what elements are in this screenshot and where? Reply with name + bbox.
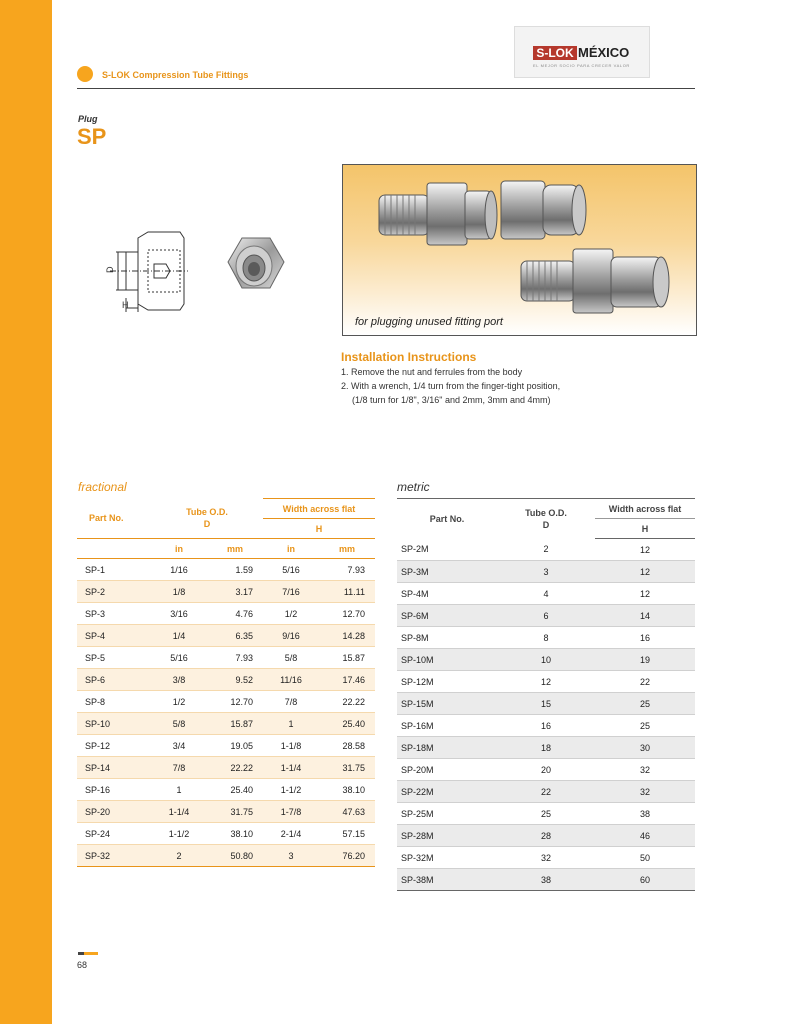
met-cell-part: SP-15M (397, 693, 497, 715)
fittings-photo (342, 164, 697, 336)
frac-cell-h-in: 9/16 (263, 625, 319, 647)
frac-cell-part: SP-5 (77, 647, 151, 669)
frac-cell-d-in: 1/16 (151, 559, 207, 581)
table-row (397, 561, 695, 583)
frac-cell-h-in: 7/16 (263, 581, 319, 603)
met-cell-part: SP-32M (397, 847, 497, 869)
table-row (77, 779, 375, 801)
sidebar-stripe (0, 0, 52, 1024)
frac-cell-d-in: 1/2 (151, 691, 207, 713)
frac-cell-h-in: 1 (263, 713, 319, 735)
table-row (397, 715, 695, 737)
frac-cell-d-mm: 31.75 (207, 801, 263, 823)
frac-cell-d-in: 1 (151, 779, 207, 801)
frac-col-width: Width across flat (263, 499, 375, 519)
frac-cell-part: SP-4 (77, 625, 151, 647)
met-cell-part: SP-20M (397, 759, 497, 781)
met-cell-h: 12 (595, 539, 695, 561)
frac-cell-d-in: 5/8 (151, 713, 207, 735)
met-cell-d: 12 (497, 671, 595, 693)
installation-step-2: 2. With a wrench, 1/4 turn from the finger-tight position, (341, 381, 561, 391)
table-row (397, 583, 695, 605)
header-category (102, 70, 248, 80)
met-cell-part: SP-28M (397, 825, 497, 847)
frac-cell-d-mm: 12.70 (207, 691, 263, 713)
frac-cell-h-in: 1/2 (263, 603, 319, 625)
frac-cell-d-in: 3/4 (151, 735, 207, 757)
met-cell-h: 30 (595, 737, 695, 759)
met-cell-d: 38 (497, 869, 595, 891)
frac-cell-d-mm: 4.76 (207, 603, 263, 625)
frac-cell-h-mm: 12.70 (319, 603, 375, 625)
table-row (397, 649, 695, 671)
met-col-width-sym: H (595, 519, 695, 539)
frac-cell-h-mm: 38.10 (319, 779, 375, 801)
frac-cell-h-mm: 28.58 (319, 735, 375, 757)
met-cell-part: SP-16M (397, 715, 497, 737)
logo-right: MÉXICO (578, 45, 630, 60)
logo-tagline: EL MEJOR SOCIO PARA CRECER VALOR (533, 63, 630, 68)
frac-cell-d-in: 1-1/4 (151, 801, 207, 823)
table-row (77, 691, 375, 713)
frac-cell-h-in: 2-1/4 (263, 823, 319, 845)
frac-cell-d-in: 1/4 (151, 625, 207, 647)
table-row (397, 671, 695, 693)
table-row (397, 847, 695, 869)
met-cell-d: 2 (497, 539, 595, 561)
frac-col-width-sym: H (315, 523, 323, 534)
frac-cell-h-in: 7/8 (263, 691, 319, 713)
met-cell-h: 14 (595, 605, 695, 627)
met-cell-part: SP-8M (397, 627, 497, 649)
met-cell-h: 16 (595, 627, 695, 649)
plug-photo (224, 236, 286, 300)
frac-cell-part: SP-24 (77, 823, 151, 845)
frac-cell-d-in: 2 (151, 845, 207, 867)
footer-bar-accent (84, 952, 98, 955)
frac-cell-d-mm: 3.17 (207, 581, 263, 603)
table-row (397, 627, 695, 649)
frac-cell-d-mm: 22.22 (207, 757, 263, 779)
met-cell-part: SP-6M (397, 605, 497, 627)
frac-cell-part: SP-1 (77, 559, 151, 581)
company-logo (514, 26, 650, 78)
frac-cell-h-mm: 7.93 (319, 559, 375, 581)
table-row (397, 605, 695, 627)
met-cell-h: 32 (595, 759, 695, 781)
met-cell-d: 28 (497, 825, 595, 847)
product-title: SP (77, 124, 107, 149)
frac-cell-d-in: 3/16 (151, 603, 207, 625)
product-subtitle: Plug (78, 114, 98, 124)
table-row (77, 757, 375, 779)
frac-cell-d-mm: 15.87 (207, 713, 263, 735)
frac-cell-h-mm: 31.75 (319, 757, 375, 779)
met-cell-d: 8 (497, 627, 595, 649)
frac-cell-h-mm: 76.20 (319, 845, 375, 867)
logo-left: S-LOK (533, 46, 577, 60)
frac-cell-h-mm: 17.46 (319, 669, 375, 691)
table-row (397, 803, 695, 825)
frac-cell-h-in: 3 (263, 845, 319, 867)
frac-cell-h-mm: 11.11 (319, 581, 375, 603)
frac-cell-part: SP-20 (77, 801, 151, 823)
frac-cell-d-in: 7/8 (151, 757, 207, 779)
frac-col-part: Part No. (89, 513, 124, 524)
category-label: Compression Tube Fittings (132, 70, 249, 80)
met-cell-part: SP-18M (397, 737, 497, 759)
installation-step-1: 1. Remove the nut and ferrules from the body (341, 367, 523, 377)
met-cell-h: 25 (595, 715, 695, 737)
table-row (77, 581, 375, 603)
met-cell-part: SP-12M (397, 671, 497, 693)
fractional-table (77, 498, 375, 867)
met-cell-h: 25 (595, 693, 695, 715)
frac-unit-h-in: in (263, 539, 319, 559)
frac-unit-d-mm: mm (207, 539, 263, 559)
met-cell-d: 20 (497, 759, 595, 781)
brand-prefix: S-LOK (102, 70, 130, 80)
frac-cell-part: SP-16 (77, 779, 151, 801)
met-cell-d: 15 (497, 693, 595, 715)
met-cell-d: 10 (497, 649, 595, 671)
met-cell-d: 16 (497, 715, 595, 737)
frac-cell-d-mm: 19.05 (207, 735, 263, 757)
frac-cell-part: SP-12 (77, 735, 151, 757)
installation-step-2-note: (1/8 turn for 1/8", 3/16" and 2mm, 3mm and 4mm) (352, 395, 551, 405)
table-row (77, 845, 375, 867)
table-row (77, 603, 375, 625)
met-cell-h: 12 (595, 561, 695, 583)
met-cell-part: SP-38M (397, 869, 497, 891)
metric-table (397, 498, 695, 891)
met-cell-h: 38 (595, 803, 695, 825)
met-col-width: Width across flat (595, 499, 695, 519)
table-row (77, 669, 375, 691)
met-cell-part: SP-4M (397, 583, 497, 605)
frac-unit-d-in: in (151, 539, 207, 559)
frac-cell-h-in: 5/8 (263, 647, 319, 669)
frac-cell-d-mm: 50.80 (207, 845, 263, 867)
metric-label: metric (397, 480, 430, 494)
frac-cell-d-mm: 1.59 (207, 559, 263, 581)
met-cell-part: SP-25M (397, 803, 497, 825)
table-row (77, 647, 375, 669)
met-cell-h: 32 (595, 781, 695, 803)
table-row (397, 781, 695, 803)
table-row (397, 759, 695, 781)
frac-cell-d-in: 1-1/2 (151, 823, 207, 845)
frac-cell-part: SP-32 (77, 845, 151, 867)
table-row (77, 625, 375, 647)
table-row (397, 737, 695, 759)
frac-cell-part: SP-6 (77, 669, 151, 691)
frac-unit-h-mm: mm (319, 539, 375, 559)
table-row (77, 801, 375, 823)
frac-cell-d-mm: 25.40 (207, 779, 263, 801)
frac-cell-h-mm: 14.28 (319, 625, 375, 647)
frac-cell-h-mm: 22.22 (319, 691, 375, 713)
frac-cell-part: SP-8 (77, 691, 151, 713)
met-cell-d: 25 (497, 803, 595, 825)
frac-cell-d-in: 3/8 (151, 669, 207, 691)
table-row (397, 869, 695, 891)
table-row (77, 713, 375, 735)
met-cell-d: 6 (497, 605, 595, 627)
table-row (397, 825, 695, 847)
frac-cell-h-in: 1-1/4 (263, 757, 319, 779)
frac-cell-h-mm: 47.63 (319, 801, 375, 823)
frac-cell-h-in: 1-1/8 (263, 735, 319, 757)
met-cell-d: 4 (497, 583, 595, 605)
frac-cell-h-in: 1-7/8 (263, 801, 319, 823)
frac-cell-part: SP-3 (77, 603, 151, 625)
met-cell-part: SP-3M (397, 561, 497, 583)
header-rule (77, 88, 695, 89)
frac-cell-part: SP-10 (77, 713, 151, 735)
header-dot (77, 66, 93, 82)
table-row (397, 693, 695, 715)
table-row (77, 559, 375, 581)
frac-cell-h-in: 5/16 (263, 559, 319, 581)
met-cell-h: 12 (595, 583, 695, 605)
met-cell-part: SP-10M (397, 649, 497, 671)
frac-cell-d-mm: 6.35 (207, 625, 263, 647)
met-col-tube: Tube O.D. D (497, 499, 595, 539)
frac-col-tube: Tube O.D. D (186, 507, 228, 530)
frac-cell-part: SP-2 (77, 581, 151, 603)
table-row (397, 539, 695, 561)
met-cell-part: SP-22M (397, 781, 497, 803)
frac-cell-h-mm: 57.15 (319, 823, 375, 845)
fittings-illustration (343, 165, 696, 335)
met-cell-h: 22 (595, 671, 695, 693)
dimension-d-label: D (105, 266, 115, 273)
plug-drawing (96, 228, 192, 314)
frac-cell-d-mm: 7.93 (207, 647, 263, 669)
table-row (77, 735, 375, 757)
frac-cell-d-in: 5/16 (151, 647, 207, 669)
met-cell-part: SP-2M (397, 539, 497, 561)
met-cell-h: 19 (595, 649, 695, 671)
met-cell-d: 32 (497, 847, 595, 869)
installation-title: Installation Instructions (341, 350, 477, 364)
fractional-label: fractional (78, 480, 127, 494)
page-number: 68 (77, 960, 88, 970)
frac-cell-h-in: 11/16 (263, 669, 319, 691)
frac-cell-h-in: 1-1/2 (263, 779, 319, 801)
met-cell-h: 46 (595, 825, 695, 847)
frac-cell-part: SP-14 (77, 757, 151, 779)
frac-cell-d-in: 1/8 (151, 581, 207, 603)
frac-cell-d-mm: 38.10 (207, 823, 263, 845)
met-col-part: Part No. (397, 499, 497, 539)
table-row (77, 823, 375, 845)
met-cell-d: 3 (497, 561, 595, 583)
met-cell-d: 22 (497, 781, 595, 803)
met-cell-h: 50 (595, 847, 695, 869)
photo-caption: for plugging unused fitting port (355, 316, 503, 328)
frac-cell-d-mm: 9.52 (207, 669, 263, 691)
frac-cell-h-mm: 15.87 (319, 647, 375, 669)
frac-cell-h-mm: 25.40 (319, 713, 375, 735)
met-cell-d: 18 (497, 737, 595, 759)
dimension-h-label: H (122, 300, 129, 310)
met-cell-h: 60 (595, 869, 695, 891)
